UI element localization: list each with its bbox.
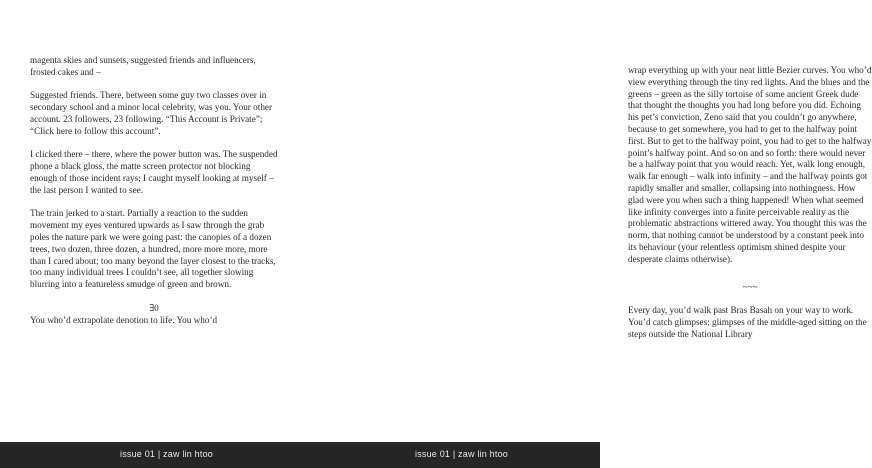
closing-line: You who’d extrapolate denotion to life. You who’d — [30, 314, 218, 325]
paragraph: magenta skies and sunsets, suggested friends and influencers, frosted cakes and – — [30, 55, 256, 77]
right-page — [300, 0, 872, 442]
closing-paragraph: Every day, you’d walk past Bras Basah on your way to work. You’d catch glimpses; glimpses of the middle-aged sitting on the steps outside the National Library — [628, 305, 867, 339]
footer-label-right: issue 01 | zaw lin htoo — [415, 449, 508, 459]
paragraph: The train jerked to a start. Partially a reaction to the sudden movement my eyes ventured upwards as I saw through the grab poles the nature park we were going past: the canopies of a dozen trees, two dozen, three dozen, a hundred, more more more, more than I cared about; too many beyond the layer closest to the tracks, too many individual trees I couldn’t see, all together slowing blurring into a featureless smudge of green and brown. — [30, 208, 276, 290]
paragraph: I clicked there – there, where the power button was. The suspended phone a black gloss, the matte screen protector not blocking enough of those incident rays; I caught myself looking at myself – the last person I wanted to see. — [30, 149, 278, 195]
section-separator: ~~~ — [742, 281, 758, 292]
paragraph: Suggested friends. There, between some guy two classes over in secondary school and a minor local celebrity, was you. Your other account. 23 followers, 23 following. “This Account is Private”; “Click here to follow this account”. — [30, 90, 273, 136]
paragraph: wrap everything up with your neat little Bezier curves. You who’d view everything through the tiny red lights. And the blues and the greens – green as the silly tortoise of some ancient Greek dude that thought the thoughts you had long before you did. Echoing his pet’s conviction, Zeno said that you couldn’t go anywhere, because to get somewhere, you had to get to the halfway point first. But to get to the halfway point, you had to get to the halfway point’s halfway point. And so on and so forth: there would never be a halfway point that you would reach. Yet, walk long enough, walk far enough – walk into infinity – and the halfway points got rapidly smaller and smaller, collapsing into nothingness. How glad were you when such a thing happened! When what seemed like infinity converges into a finite perceivable reality as the problematic abstractions wittered away. You thought this was the norm, that nothing cannot be understood by a constant peek into its behaviour (your relentless optimism shined despite your desperate claims otherwise). — [628, 65, 872, 264]
left-page — [0, 0, 300, 442]
footer-label-left: issue 01 | zaw lin htoo — [120, 449, 213, 459]
right-page-text — [628, 65, 872, 341]
section-mark: ∃0 — [149, 302, 159, 313]
left-page-text — [30, 55, 278, 326]
footer-bar — [0, 442, 600, 468]
